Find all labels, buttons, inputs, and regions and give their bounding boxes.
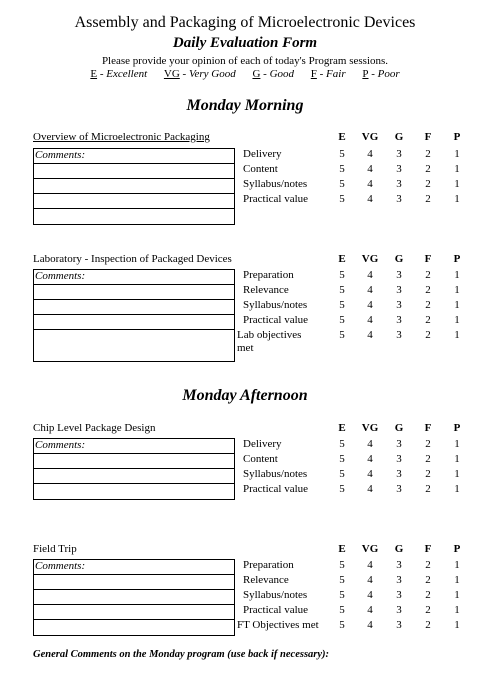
rating-option-p[interactable]: 1 — [454, 163, 460, 175]
rating-option-g[interactable]: 3 — [396, 604, 402, 616]
comments-line[interactable] — [34, 315, 234, 330]
session-heading-morning: Monday Morning — [186, 97, 304, 114]
criterion-label: Content — [243, 163, 278, 175]
criterion-label: Syllabus/notes — [243, 299, 308, 311]
rating-header-g: G — [394, 131, 404, 143]
comments-label: Comments: — [35, 270, 86, 282]
comments-line[interactable] — [34, 179, 234, 194]
criterion-label: FT Objectives met — [237, 619, 319, 631]
rating-option-f[interactable]: 2 — [425, 559, 431, 571]
legend-item-e: E - Excellent — [90, 68, 148, 80]
criterion-label: Syllabus/notes — [243, 589, 308, 601]
rating-option-p[interactable]: 1 — [454, 269, 460, 281]
rating-header-p: P — [453, 422, 461, 434]
comments-label: Comments: — [35, 439, 86, 451]
criterion-label: Practical value — [243, 193, 309, 205]
rating-option-e[interactable]: 5 — [339, 284, 345, 296]
comments-line[interactable] — [34, 469, 234, 484]
rating-header-p: P — [453, 131, 461, 143]
comments-line[interactable] — [34, 209, 234, 224]
rating-option-g[interactable]: 3 — [396, 453, 402, 465]
rating-option-e[interactable]: 5 — [339, 148, 345, 160]
rating-option-p[interactable]: 1 — [454, 483, 460, 495]
rating-option-f[interactable]: 2 — [425, 619, 431, 631]
section-title: Chip Level Package Design — [33, 422, 156, 434]
rating-option-f[interactable]: 2 — [425, 178, 431, 190]
comments-box[interactable] — [33, 438, 235, 500]
rating-option-vg[interactable]: 4 — [367, 559, 373, 571]
rating-option-g[interactable]: 3 — [396, 193, 402, 205]
comments-line[interactable] — [34, 164, 234, 179]
legend-item-vg: VG - Very Good — [163, 68, 236, 80]
rating-header-g: G — [394, 422, 404, 434]
rating-option-p[interactable]: 1 — [454, 574, 460, 586]
rating-option-f[interactable]: 2 — [425, 329, 431, 341]
rating-header-p: P — [453, 543, 461, 555]
rating-option-vg[interactable]: 4 — [367, 619, 373, 631]
rating-option-vg[interactable]: 4 — [367, 468, 373, 480]
comments-label: Comments: — [35, 149, 86, 161]
legend-item-f: F - Fair — [310, 68, 346, 80]
rating-option-vg[interactable]: 4 — [367, 483, 373, 495]
rating-header-g: G — [394, 253, 404, 265]
criterion-label: Relevance — [243, 574, 289, 586]
rating-header-e: E — [338, 131, 346, 143]
comments-line[interactable] — [34, 454, 234, 469]
rating-header-vg: VG — [361, 422, 379, 434]
rating-option-p[interactable]: 1 — [454, 299, 460, 311]
rating-header-vg: VG — [361, 543, 379, 555]
rating-option-f[interactable]: 2 — [425, 299, 431, 311]
rating-header-f: F — [424, 253, 432, 265]
rating-option-g[interactable]: 3 — [396, 329, 402, 341]
comments-line[interactable] — [34, 194, 234, 209]
criterion-label: Practical value — [243, 483, 309, 495]
section-title: Laboratory - Inspection of Packaged Devices — [33, 253, 232, 265]
form-instructions: Please provide your opinion of each of today's Program sessions. — [101, 55, 389, 67]
section-title: Field Trip — [33, 543, 77, 555]
rating-option-e[interactable]: 5 — [339, 438, 345, 450]
criterion-label: Preparation — [243, 559, 294, 571]
rating-header-p: P — [453, 253, 461, 265]
rating-option-e[interactable]: 5 — [339, 329, 345, 341]
rating-option-f[interactable]: 2 — [425, 468, 431, 480]
comments-line[interactable] — [34, 330, 234, 361]
rating-option-g[interactable]: 3 — [396, 574, 402, 586]
rating-option-e[interactable]: 5 — [339, 589, 345, 601]
rating-option-e[interactable]: 5 — [339, 193, 345, 205]
rating-option-p[interactable]: 1 — [454, 148, 460, 160]
criterion-label: Syllabus/notes — [243, 468, 308, 480]
rating-option-f[interactable]: 2 — [425, 604, 431, 616]
rating-option-f[interactable]: 2 — [425, 269, 431, 281]
criterion-label: Preparation — [243, 269, 294, 281]
rating-option-p[interactable]: 1 — [454, 604, 460, 616]
criterion-label: Syllabus/notes — [243, 178, 308, 190]
comments-line[interactable] — [34, 605, 234, 620]
rating-option-vg[interactable]: 4 — [367, 178, 373, 190]
criterion-label: Practical value — [243, 604, 309, 616]
rating-option-e[interactable]: 5 — [339, 314, 345, 326]
rating-option-vg[interactable]: 4 — [367, 284, 373, 296]
session-heading-afternoon: Monday Afternoon — [182, 387, 308, 404]
rating-option-p[interactable]: 1 — [454, 329, 460, 341]
rating-option-g[interactable]: 3 — [396, 438, 402, 450]
comments-line[interactable] — [34, 484, 234, 499]
rating-header-g: G — [394, 543, 404, 555]
rating-option-p[interactable]: 1 — [454, 453, 460, 465]
comments-line[interactable] — [34, 300, 234, 315]
comments-line[interactable] — [34, 560, 234, 575]
rating-option-vg[interactable]: 4 — [367, 329, 373, 341]
rating-option-vg[interactable]: 4 — [367, 314, 373, 326]
rating-option-vg[interactable]: 4 — [367, 299, 373, 311]
rating-option-g[interactable]: 3 — [396, 314, 402, 326]
rating-option-vg[interactable]: 4 — [367, 589, 373, 601]
section-title: Overview of Microelectronic Packaging — [33, 131, 210, 143]
rating-legend — [0, 68, 490, 80]
rating-option-f[interactable]: 2 — [425, 193, 431, 205]
rating-option-e[interactable]: 5 — [339, 559, 345, 571]
rating-option-vg[interactable]: 4 — [367, 193, 373, 205]
rating-option-p[interactable]: 1 — [454, 178, 460, 190]
rating-option-p[interactable]: 1 — [454, 468, 460, 480]
comments-line[interactable] — [34, 590, 234, 605]
rating-option-e[interactable]: 5 — [339, 163, 345, 175]
rating-option-g[interactable]: 3 — [396, 619, 402, 631]
rating-option-e[interactable]: 5 — [339, 483, 345, 495]
criterion-label: Content — [243, 453, 278, 465]
comments-box[interactable] — [33, 148, 235, 225]
comments-line[interactable] — [34, 439, 234, 454]
rating-option-vg[interactable]: 4 — [367, 604, 373, 616]
legend-item-g: G - Good — [252, 68, 295, 80]
rating-header-vg: VG — [361, 253, 379, 265]
rating-header-f: F — [424, 422, 432, 434]
rating-option-f[interactable]: 2 — [425, 483, 431, 495]
rating-header-e: E — [338, 253, 346, 265]
comments-line[interactable] — [34, 285, 234, 300]
criterion-label: Practical value — [243, 314, 309, 326]
rating-option-p[interactable]: 1 — [454, 589, 460, 601]
rating-option-e[interactable]: 5 — [339, 299, 345, 311]
rating-option-f[interactable]: 2 — [425, 163, 431, 175]
rating-option-p[interactable]: 1 — [454, 438, 460, 450]
rating-option-vg[interactable]: 4 — [367, 574, 373, 586]
rating-option-f[interactable]: 2 — [425, 284, 431, 296]
rating-option-f[interactable]: 2 — [425, 574, 431, 586]
comments-line[interactable] — [34, 575, 234, 590]
general-comments-prompt: General Comments on the Monday program (use back if necessary): — [33, 649, 330, 660]
rating-header-e: E — [338, 422, 346, 434]
rating-option-g[interactable]: 3 — [396, 178, 402, 190]
rating-option-p[interactable]: 1 — [454, 284, 460, 296]
comments-box[interactable] — [33, 269, 235, 362]
rating-option-p[interactable]: 1 — [454, 193, 460, 205]
rating-option-g[interactable]: 3 — [396, 589, 402, 601]
rating-option-vg[interactable]: 4 — [367, 148, 373, 160]
rating-header-f: F — [424, 131, 432, 143]
criterion-label: Relevance — [243, 284, 289, 296]
rating-option-f[interactable]: 2 — [425, 589, 431, 601]
rating-header-e: E — [338, 543, 346, 555]
rating-option-g[interactable]: 3 — [396, 468, 402, 480]
rating-option-f[interactable]: 2 — [425, 314, 431, 326]
criterion-label: Delivery — [243, 148, 282, 160]
legend-item-p: P - Poor — [362, 68, 400, 80]
rating-option-g[interactable]: 3 — [396, 299, 402, 311]
rating-option-p[interactable]: 1 — [454, 619, 460, 631]
rating-option-vg[interactable]: 4 — [367, 453, 373, 465]
rating-option-vg[interactable]: 4 — [367, 438, 373, 450]
rating-option-g[interactable]: 3 — [396, 284, 402, 296]
rating-option-g[interactable]: 3 — [396, 483, 402, 495]
rating-option-f[interactable]: 2 — [425, 438, 431, 450]
rating-option-vg[interactable]: 4 — [367, 269, 373, 281]
rating-option-f[interactable]: 2 — [425, 453, 431, 465]
rating-option-g[interactable]: 3 — [396, 148, 402, 160]
criterion-label: Lab objectives met — [237, 329, 302, 354]
rating-header-vg: VG — [361, 131, 379, 143]
form-subtitle: Daily Evaluation Form — [172, 35, 318, 51]
comments-label: Comments: — [35, 560, 86, 572]
rating-option-g[interactable]: 3 — [396, 269, 402, 281]
form-title: Assembly and Packaging of Microelectronic Devices — [74, 14, 416, 31]
rating-option-f[interactable]: 2 — [425, 148, 431, 160]
comments-line[interactable] — [34, 149, 234, 164]
rating-option-e[interactable]: 5 — [339, 574, 345, 586]
rating-option-vg[interactable]: 4 — [367, 163, 373, 175]
rating-option-e[interactable]: 5 — [339, 619, 345, 631]
comments-line[interactable] — [34, 620, 234, 635]
rating-option-g[interactable]: 3 — [396, 559, 402, 571]
rating-option-p[interactable]: 1 — [454, 559, 460, 571]
rating-header-f: F — [424, 543, 432, 555]
rating-option-e[interactable]: 5 — [339, 178, 345, 190]
rating-option-e[interactable]: 5 — [339, 604, 345, 616]
comments-line[interactable] — [34, 270, 234, 285]
rating-option-e[interactable]: 5 — [339, 269, 345, 281]
criterion-label: Delivery — [243, 438, 282, 450]
rating-option-p[interactable]: 1 — [454, 314, 460, 326]
rating-option-e[interactable]: 5 — [339, 453, 345, 465]
comments-box[interactable] — [33, 559, 235, 636]
rating-option-e[interactable]: 5 — [339, 468, 345, 480]
rating-option-g[interactable]: 3 — [396, 163, 402, 175]
